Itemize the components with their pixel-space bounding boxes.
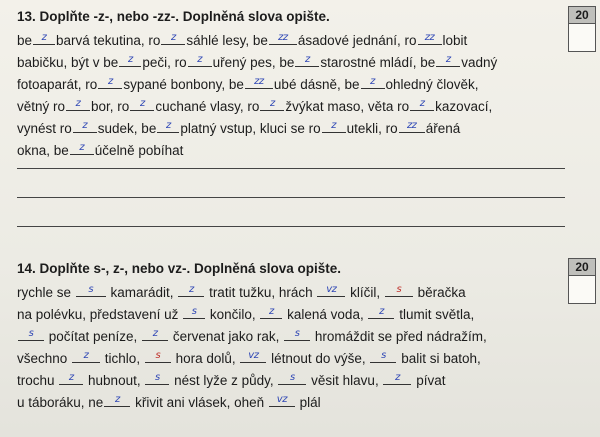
- handwritten-answer: z: [305, 54, 310, 65]
- handwritten-answer: zz: [406, 120, 417, 131]
- answer-line[interactable]: [17, 168, 565, 169]
- blank-field[interactable]: [399, 117, 425, 133]
- blank-field[interactable]: [260, 95, 284, 111]
- blank-field[interactable]: [295, 51, 319, 67]
- line-text: cuchané vlasy, ro: [155, 99, 260, 114]
- handwritten-answer: s: [294, 328, 300, 339]
- line-text: balit si batoh,: [397, 351, 481, 366]
- blank-field[interactable]: [59, 369, 83, 385]
- line-text: bor, ro: [91, 99, 130, 114]
- blank-field[interactable]: [33, 29, 55, 45]
- exercise-13-title: 13. Doplňte -z-, nebo -zz-. Doplněná slova opište.: [17, 9, 330, 24]
- handwritten-answer: vz: [326, 284, 337, 295]
- blank-field[interactable]: [278, 369, 306, 385]
- line-text: lobit: [442, 33, 468, 48]
- handwritten-answer: s: [381, 350, 386, 361]
- exercise-14: [17, 260, 565, 413]
- line-text: ásadové jednání, ro: [297, 33, 417, 48]
- exercise-line: [17, 139, 565, 161]
- handwritten-answer: z: [75, 98, 81, 109]
- handwritten-answer: s: [191, 306, 197, 317]
- line-text: počítat peníze,: [45, 329, 142, 344]
- handwritten-answer: z: [114, 394, 120, 405]
- handwritten-answer: s: [28, 328, 34, 339]
- handwritten-answer: s: [155, 350, 161, 361]
- blank-field[interactable]: [73, 117, 97, 133]
- blank-field[interactable]: [142, 325, 168, 341]
- handwritten-answer: z: [152, 328, 158, 339]
- blank-field[interactable]: [183, 303, 205, 319]
- exercise-line: [17, 117, 565, 139]
- line-text: všechno: [17, 351, 72, 366]
- line-text: plál: [295, 395, 321, 410]
- line-text: ohledný člověk,: [385, 77, 479, 92]
- exercise-line: [17, 303, 565, 325]
- blank-field[interactable]: [368, 303, 394, 319]
- handwritten-answer: z: [127, 54, 133, 65]
- handwritten-answer: zz: [424, 32, 435, 43]
- line-text: fotoaparát, ro: [17, 77, 98, 92]
- line-text: vynést ro: [17, 121, 72, 136]
- blank-field[interactable]: [18, 325, 44, 341]
- line-text: ubé dásně, be: [273, 77, 360, 92]
- blank-field[interactable]: [370, 347, 396, 363]
- exercise-line: [17, 369, 565, 391]
- handwritten-answer: z: [445, 54, 451, 65]
- line-text: křivit ani vlásek, oheň: [131, 395, 268, 410]
- score-value-13: 20: [569, 7, 595, 24]
- line-text: tratit tužku, hrách: [205, 285, 317, 300]
- line-text: hromáždit se před nádražím,: [311, 329, 487, 344]
- line-text: žvýkat maso, věta ro: [285, 99, 410, 114]
- handwritten-answer: z: [68, 372, 74, 383]
- handwritten-answer: s: [154, 372, 160, 383]
- line-text: kamarádit,: [106, 285, 178, 300]
- line-text: účelně pobíhat: [94, 143, 184, 158]
- handwritten-answer: z: [270, 98, 275, 109]
- handwritten-answer: s: [396, 284, 402, 295]
- line-text: věsit hlavu,: [307, 373, 383, 388]
- line-text: tlumit světla,: [395, 307, 475, 322]
- exercise-line: [17, 51, 565, 73]
- line-text: barvá tekutina, ro: [56, 33, 161, 48]
- line-text: utekli, ro: [346, 121, 398, 136]
- blank-field[interactable]: [269, 391, 295, 407]
- line-text: tichlo,: [101, 351, 144, 366]
- exercise-14-title: 14. Doplňte s-, z-, nebo vz-. Doplněná slova opište.: [17, 261, 342, 276]
- blank-field[interactable]: [119, 51, 141, 67]
- line-text: rychle se: [17, 285, 75, 300]
- line-text: sypané bonbony, be: [123, 77, 244, 92]
- blank-field[interactable]: [130, 95, 154, 111]
- exercise-14-lines: [17, 281, 565, 413]
- line-text: běračka: [413, 285, 466, 300]
- handwritten-answer: z: [79, 142, 85, 153]
- blank-field[interactable]: [317, 281, 345, 297]
- blank-field[interactable]: [245, 73, 273, 89]
- blank-field[interactable]: [322, 117, 346, 133]
- line-text: hubnout,: [84, 373, 145, 388]
- handwritten-answer: z: [379, 306, 384, 317]
- line-text: hora dolů,: [171, 351, 240, 366]
- answer-line[interactable]: [17, 197, 565, 198]
- score-box-13: [568, 6, 596, 52]
- blank-field[interactable]: [76, 281, 106, 297]
- line-text: na polévku, představení už: [17, 307, 183, 322]
- exercise-line: [17, 29, 565, 51]
- exercise-line: [17, 281, 565, 303]
- handwritten-answer: s: [88, 284, 94, 295]
- exercise-line: [17, 325, 565, 347]
- handwritten-answer: z: [83, 350, 89, 361]
- line-text: u táboráku, ne: [17, 395, 104, 410]
- line-text: pívat: [412, 373, 446, 388]
- handwritten-answer: z: [370, 76, 375, 87]
- handwritten-answer: zz: [278, 32, 288, 43]
- blank-field[interactable]: [98, 73, 122, 89]
- score-box-14: [568, 258, 596, 304]
- line-text: trochu: [17, 373, 59, 388]
- exercise-line: [17, 73, 565, 95]
- line-text: vadný: [461, 55, 498, 70]
- line-text: kazovací,: [435, 99, 493, 114]
- line-text: kalená voda,: [283, 307, 368, 322]
- blank-field[interactable]: [161, 29, 185, 45]
- blank-field[interactable]: [260, 303, 282, 319]
- answer-line[interactable]: [17, 226, 565, 227]
- exercise-13-lines: [17, 29, 565, 161]
- line-text: končilo,: [206, 307, 260, 322]
- line-text: sudek, be: [97, 121, 157, 136]
- handwritten-answer: s: [290, 372, 295, 383]
- blank-field[interactable]: [284, 325, 310, 341]
- handwritten-answer: z: [107, 76, 113, 87]
- handwritten-answer: z: [269, 306, 274, 317]
- exercise-line: [17, 95, 565, 117]
- blank-field[interactable]: [104, 391, 130, 407]
- blank-field[interactable]: [66, 95, 90, 111]
- score-value-14: 20: [569, 259, 595, 276]
- line-text: červenat jako rak,: [169, 329, 284, 344]
- line-text: peči, ro: [142, 55, 187, 70]
- handwritten-answer: z: [139, 98, 145, 109]
- blank-field[interactable]: [145, 347, 171, 363]
- line-text: okna, be: [17, 143, 69, 158]
- line-text: uřený pes, be: [212, 55, 295, 70]
- handwritten-answer: z: [41, 32, 47, 43]
- handwritten-answer: z: [419, 98, 425, 109]
- handwritten-answer: z: [165, 120, 171, 131]
- line-text: be: [17, 33, 33, 48]
- blank-field[interactable]: [361, 73, 385, 89]
- handwritten-answer: z: [395, 372, 400, 383]
- exercise-13: [17, 8, 565, 161]
- blank-field[interactable]: [72, 347, 100, 363]
- handwritten-answer: zz: [254, 76, 264, 87]
- line-text: klíčil,: [346, 285, 384, 300]
- handwritten-answer: z: [331, 120, 337, 131]
- handwritten-answer: z: [197, 54, 202, 65]
- blank-field[interactable]: [269, 29, 297, 45]
- blank-field[interactable]: [70, 139, 94, 155]
- line-text: babičku, být v be: [17, 55, 119, 70]
- line-text: létnout do výše,: [267, 351, 370, 366]
- exercise-line: [17, 347, 565, 369]
- blank-field[interactable]: [188, 51, 212, 67]
- blank-field[interactable]: [240, 347, 266, 363]
- handwritten-answer: vz: [248, 350, 259, 361]
- line-text: nést lyže z půdy,: [170, 373, 278, 388]
- blank-field[interactable]: [436, 51, 460, 67]
- line-text: starostné mládí, be: [320, 55, 436, 70]
- blank-field[interactable]: [418, 29, 442, 45]
- handwritten-answer: z: [188, 284, 194, 295]
- line-text: platný vstup, kluci se ro: [180, 121, 321, 136]
- handwritten-answer: vz: [276, 394, 287, 405]
- line-text: ářená: [425, 121, 461, 136]
- blank-field[interactable]: [385, 281, 413, 297]
- blank-field[interactable]: [383, 369, 411, 385]
- blank-field[interactable]: [178, 281, 204, 297]
- blank-field[interactable]: [157, 117, 179, 133]
- blank-field[interactable]: [145, 369, 169, 385]
- line-text: sáhlé lesy, be: [186, 33, 268, 48]
- blank-field[interactable]: [410, 95, 434, 111]
- exercise-line: [17, 391, 565, 413]
- handwritten-answer: z: [170, 32, 176, 43]
- line-text: větný ro: [17, 99, 66, 114]
- handwritten-answer: z: [82, 120, 88, 131]
